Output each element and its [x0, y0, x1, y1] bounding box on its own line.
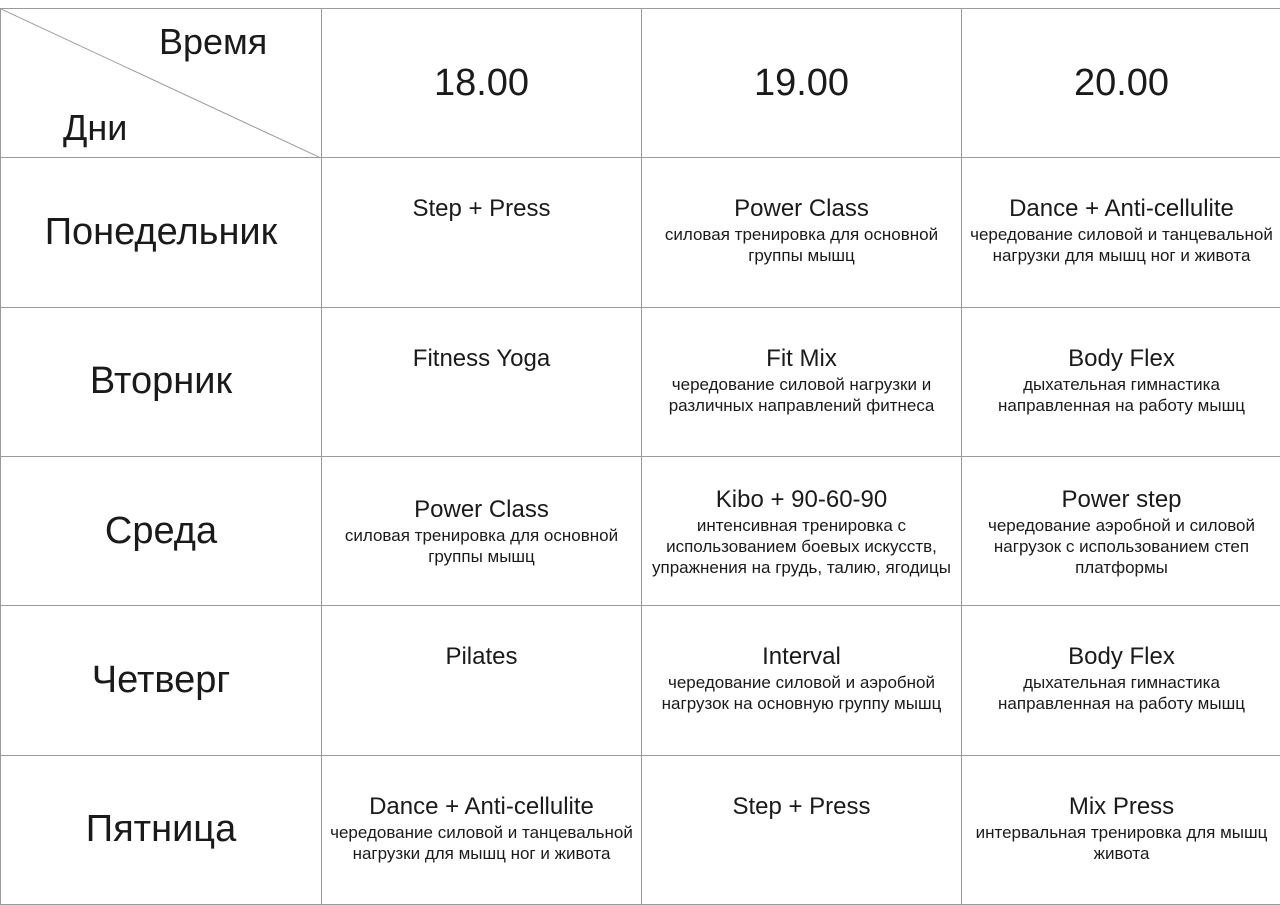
class-cell — [322, 307, 642, 456]
schedule-grid — [0, 8, 1280, 905]
schedule-row — [1, 158, 1280, 307]
time-header: 18.00 — [322, 9, 642, 158]
corner-cell — [1, 9, 322, 158]
class-desc: дыхательная гимнастика направленная на работу мышц — [998, 374, 1245, 415]
class-title: Pilates — [445, 643, 518, 671]
class-title: Power step — [1061, 485, 1182, 513]
class-desc: чередование силовой и танцевальной нагрузки для мышц ног и живота — [330, 822, 633, 863]
class-title: Kibo + 90-60-90 — [715, 485, 888, 513]
schedule-row — [1, 755, 1280, 904]
class-desc: интервальная тренировка для мышц живота — [975, 822, 1268, 863]
class-cell — [962, 755, 1280, 904]
class-desc: интенсивная тренировка с использованием боевых искусств, упражнения на грудь, талию, ягодицы — [652, 515, 951, 577]
corner-days-label: Дни — [63, 107, 128, 148]
class-desc: дыхательная гимнастика направленная на работу мышц — [998, 673, 1245, 714]
class-title: Fitness Yoga — [412, 344, 551, 372]
class-cell — [642, 307, 962, 456]
time-header: 19.00 — [642, 9, 962, 158]
class-title: Dance + Anti-cellulite — [1009, 195, 1234, 223]
class-title: Power Class — [414, 496, 549, 524]
day-label: Среда — [1, 456, 322, 605]
class-desc: чередование силовой и аэробной нагрузок на основную группу мышц — [661, 673, 942, 714]
class-cell — [642, 755, 962, 904]
class-title: Step + Press — [412, 195, 551, 223]
class-cell — [962, 158, 1280, 307]
class-cell — [962, 606, 1280, 755]
header-row — [1, 9, 1280, 158]
class-cell — [322, 158, 642, 307]
schedule-row — [1, 307, 1280, 456]
class-title: Body Flex — [1068, 643, 1175, 671]
corner-time-label: Время — [159, 21, 268, 62]
class-desc: чередование силовой и танцевальной нагрузки для мышц ног и живота — [970, 225, 1273, 266]
class-title: Step + Press — [732, 792, 871, 820]
day-label: Понедельник — [1, 158, 322, 307]
schedule-row — [1, 606, 1280, 755]
day-label: Вторник — [1, 307, 322, 456]
class-cell — [962, 307, 1280, 456]
class-title: Body Flex — [1068, 344, 1175, 372]
class-desc: чередование силовой нагрузки и различных направлений фитнеса — [668, 374, 935, 415]
class-cell — [322, 456, 642, 605]
class-title: Mix Press — [1068, 792, 1175, 820]
class-title: Interval — [762, 643, 841, 671]
day-label: Четверг — [1, 606, 322, 755]
class-cell — [642, 456, 962, 605]
class-title: Power Class — [734, 195, 869, 223]
class-cell — [322, 606, 642, 755]
class-cell — [642, 606, 962, 755]
class-title: Dance + Anti-cellulite — [369, 792, 594, 820]
class-desc: силовая тренировка для основной группы мышц — [344, 526, 619, 567]
class-desc: чередование аэробной и силовой нагрузок с использованием степ платформы — [988, 515, 1255, 577]
class-cell — [962, 456, 1280, 605]
schedule-table — [0, 8, 1280, 905]
schedule-row — [1, 456, 1280, 605]
class-cell — [322, 755, 642, 904]
class-title: Fit Mix — [766, 344, 837, 372]
class-desc: силовая тренировка для основной группы мышц — [664, 225, 939, 266]
time-header: 20.00 — [962, 9, 1280, 158]
class-cell — [642, 158, 962, 307]
day-label: Пятница — [1, 755, 322, 904]
